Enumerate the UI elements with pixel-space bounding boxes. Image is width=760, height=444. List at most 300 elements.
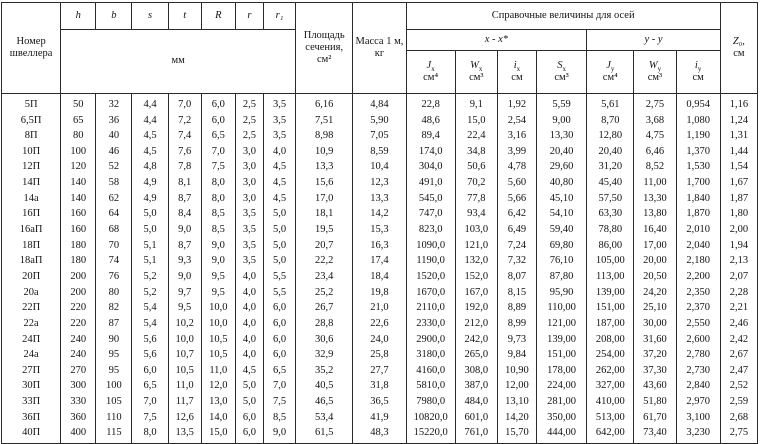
- table-row: [2, 285, 758, 301]
- table-cell: 1,54: [720, 160, 757, 176]
- channel-number-cell: 14а: [2, 191, 61, 207]
- table-cell: 10,0: [201, 316, 235, 332]
- header-r1: r₁: [263, 3, 295, 30]
- table-cell: 7,05: [353, 129, 406, 145]
- table-cell: 22,6: [353, 316, 406, 332]
- table-cell: 1090,0: [406, 238, 455, 254]
- table-cell: 1,94: [720, 238, 757, 254]
- table-cell: 9,0: [168, 269, 201, 285]
- channel-number-cell: 36П: [2, 410, 61, 426]
- table-cell: 14,0: [201, 410, 235, 426]
- table-cell: 1,870: [676, 207, 720, 223]
- header-s: s: [132, 3, 168, 30]
- table-cell: 23,4: [296, 269, 353, 285]
- table-cell: 6,49: [497, 222, 536, 238]
- table-cell: 330: [61, 395, 96, 411]
- table-cell: 7,5: [201, 160, 235, 176]
- table-cell: 262,00: [587, 363, 634, 379]
- table-cell: 9,0: [263, 426, 295, 444]
- table-cell: 8,99: [497, 316, 536, 332]
- channel-table-container: [1, 2, 758, 444]
- channel-number-cell: 22а: [2, 316, 61, 332]
- table-cell: 410,00: [587, 395, 634, 411]
- table-cell: 76: [96, 269, 132, 285]
- header-sub_x-3: [537, 51, 587, 94]
- table-cell: 220: [61, 316, 96, 332]
- table-cell: 8,5: [201, 207, 235, 223]
- table-cell: 28,8: [296, 316, 353, 332]
- table-cell: 360: [61, 410, 96, 426]
- channel-number-cell: 20П: [2, 269, 61, 285]
- header-sub_y-1: [634, 51, 676, 94]
- table-cell: 4,0: [235, 316, 263, 332]
- table-cell: 13,30: [634, 191, 676, 207]
- header-sub_x-0: [406, 51, 455, 94]
- table-cell: 5,61: [587, 94, 634, 114]
- table-cell: 7,2: [168, 113, 201, 129]
- table-cell: 9,0: [201, 254, 235, 270]
- table-cell: 4,84: [353, 94, 406, 114]
- table-cell: 4,5: [263, 160, 295, 176]
- table-row: [2, 332, 758, 348]
- table-cell: 10,5: [201, 348, 235, 364]
- table-cell: 121,0: [455, 238, 497, 254]
- channel-number-cell: 20а: [2, 285, 61, 301]
- header-symbol-index: x: [431, 65, 435, 74]
- table-cell: 265,0: [455, 348, 497, 364]
- table-cell: 5,5: [263, 285, 295, 301]
- table-cell: 7,5: [132, 410, 168, 426]
- table-cell: 5,0: [132, 222, 168, 238]
- table-cell: 15,3: [353, 222, 406, 238]
- header-unit: см³: [469, 72, 484, 83]
- table-cell: 3,5: [235, 222, 263, 238]
- table-cell: 4,8: [132, 160, 168, 176]
- table-cell: 2,75: [634, 94, 676, 114]
- table-cell: 8,52: [634, 160, 676, 176]
- table-cell: 36: [96, 113, 132, 129]
- table-cell: 212,0: [455, 316, 497, 332]
- table-cell: 400: [61, 426, 96, 444]
- table-cell: 4,9: [132, 176, 168, 192]
- table-cell: 26,7: [296, 301, 353, 317]
- table-cell: 8,0: [201, 176, 235, 192]
- channel-number-cell: 24а: [2, 348, 61, 364]
- table-cell: 444,00: [537, 426, 587, 444]
- table-cell: 59,40: [537, 222, 587, 238]
- table-cell: 4,0: [235, 285, 263, 301]
- table-cell: 25,8: [353, 348, 406, 364]
- table-cell: 6,0: [263, 301, 295, 317]
- table-cell: 5,0: [235, 379, 263, 395]
- table-cell: 7,0: [132, 395, 168, 411]
- table-cell: 69,80: [537, 238, 587, 254]
- table-cell: 20,40: [537, 144, 587, 160]
- header-symbol: i: [694, 59, 698, 71]
- header-sub_y-0: [587, 51, 634, 94]
- table-cell: 45,10: [537, 191, 587, 207]
- table-cell: 20,7: [296, 238, 353, 254]
- channel-number-cell: 18аП: [2, 254, 61, 270]
- table-row: [2, 348, 758, 364]
- table-row: [2, 207, 758, 223]
- header-symbol-index: y: [657, 65, 662, 74]
- table-cell: 6,0: [201, 113, 235, 129]
- table-cell: 1,87: [720, 191, 757, 207]
- channel-number-cell: 18П: [2, 238, 61, 254]
- table-cell: 180: [61, 254, 96, 270]
- table-cell: 281,00: [537, 395, 587, 411]
- table-cell: 5,1: [132, 238, 168, 254]
- table-cell: 1,44: [720, 144, 757, 160]
- table-cell: 160: [61, 222, 96, 238]
- table-cell: 11,0: [168, 379, 201, 395]
- table-cell: 5,0: [263, 238, 295, 254]
- table-cell: 5,6: [132, 348, 168, 364]
- table-cell: 6,5: [263, 363, 295, 379]
- table-cell: 747,0: [406, 207, 455, 223]
- table-cell: 8,15: [497, 285, 536, 301]
- table-cell: 12,6: [168, 410, 201, 426]
- table-cell: 40: [96, 129, 132, 145]
- header-mm: мм: [61, 30, 296, 94]
- table-cell: 77,8: [455, 191, 497, 207]
- table-cell: 13,30: [537, 129, 587, 145]
- table-row: [2, 363, 758, 379]
- table-cell: 139,00: [587, 285, 634, 301]
- header-sub_y-2: [676, 51, 720, 94]
- table-cell: 17,00: [634, 238, 676, 254]
- table-cell: 6,0: [263, 316, 295, 332]
- table-row: [2, 94, 758, 114]
- table-cell: 4,75: [634, 129, 676, 145]
- table-cell: 3,5: [235, 238, 263, 254]
- table-cell: 200: [61, 285, 96, 301]
- table-cell: 19,8: [353, 285, 406, 301]
- table-cell: 5,2: [132, 269, 168, 285]
- table-cell: 15,0: [201, 426, 235, 444]
- table-cell: 9,5: [201, 269, 235, 285]
- table-cell: 5,0: [132, 207, 168, 223]
- header-unit: см: [511, 72, 523, 83]
- table-cell: 2,75: [720, 426, 757, 444]
- table-cell: 642,00: [587, 426, 634, 444]
- table-cell: 40,5: [296, 379, 353, 395]
- table-row: [2, 144, 758, 160]
- table-cell: 89,4: [406, 129, 455, 145]
- table-cell: 6,46: [634, 144, 676, 160]
- table-cell: 4160,0: [406, 363, 455, 379]
- table-cell: 8,7: [168, 191, 201, 207]
- header-sub_x-1: [455, 51, 497, 94]
- table-cell: 8,1: [168, 176, 201, 192]
- table-cell: 4,4: [132, 94, 168, 114]
- table-cell: 1,530: [676, 160, 720, 176]
- header-area-unit: см²: [316, 54, 332, 66]
- table-cell: 20,50: [634, 269, 676, 285]
- table-cell: 4,78: [497, 160, 536, 176]
- table-cell: 2,46: [720, 316, 757, 332]
- table-cell: 5,60: [497, 176, 536, 192]
- header-axis-x: x - x*: [406, 30, 587, 51]
- table-cell: 3,99: [497, 144, 536, 160]
- table-cell: 5,4: [132, 301, 168, 317]
- table-cell: 5810,0: [406, 379, 455, 395]
- table-cell: 1,67: [720, 176, 757, 192]
- table-cell: 1,080: [676, 113, 720, 129]
- table-cell: 1670,0: [406, 285, 455, 301]
- table-cell: 601,0: [455, 410, 497, 426]
- table-cell: 105,00: [587, 254, 634, 270]
- table-cell: 4,9: [132, 191, 168, 207]
- table-cell: 48,3: [353, 426, 406, 444]
- table-cell: 160: [61, 207, 96, 223]
- table-cell: 5,4: [132, 316, 168, 332]
- table-row: [2, 160, 758, 176]
- table-cell: 46,5: [296, 395, 353, 411]
- table-cell: 2,970: [676, 395, 720, 411]
- table-cell: 25,10: [634, 301, 676, 317]
- channel-number-cell: 24П: [2, 332, 61, 348]
- table-cell: 1,840: [676, 191, 720, 207]
- table-cell: 15,0: [455, 113, 497, 129]
- table-cell: 32,9: [296, 348, 353, 364]
- table-cell: 174,0: [406, 144, 455, 160]
- table-cell: 3,5: [263, 94, 295, 114]
- table-cell: 1520,0: [406, 269, 455, 285]
- table-row: [2, 426, 758, 444]
- table-cell: 3,100: [676, 410, 720, 426]
- table-row: [2, 113, 758, 129]
- header-symbol: J: [426, 59, 432, 71]
- table-row: [2, 269, 758, 285]
- table-cell: 7,0: [168, 94, 201, 114]
- table-cell: 31,8: [353, 379, 406, 395]
- table-cell: 5,0: [235, 395, 263, 411]
- channel-number-cell: 22П: [2, 301, 61, 317]
- table-cell: 6,0: [235, 410, 263, 426]
- table-cell: 3,16: [497, 129, 536, 145]
- table-cell: 7,51: [296, 113, 353, 129]
- header-b: b: [96, 3, 132, 30]
- table-cell: 3,68: [634, 113, 676, 129]
- table-cell: 11,00: [634, 176, 676, 192]
- table-cell: 20,40: [587, 144, 634, 160]
- table-cell: 58: [96, 176, 132, 192]
- table-cell: 545,0: [406, 191, 455, 207]
- table-cell: 18,4: [353, 269, 406, 285]
- table-cell: 50: [61, 94, 96, 114]
- table-cell: 113,00: [587, 269, 634, 285]
- table-row: [2, 316, 758, 332]
- table-cell: 761,0: [455, 426, 497, 444]
- table-cell: 9,3: [168, 254, 201, 270]
- table-cell: 105: [96, 395, 132, 411]
- table-cell: 73,40: [634, 426, 676, 444]
- table-cell: 2,21: [720, 301, 757, 317]
- table-cell: 2,600: [676, 332, 720, 348]
- channel-number-cell: 10П: [2, 144, 61, 160]
- table-cell: 9,84: [497, 348, 536, 364]
- table-cell: 491,0: [406, 176, 455, 192]
- table-cell: 2,00: [720, 222, 757, 238]
- table-row: [2, 129, 758, 145]
- table-cell: 2,350: [676, 285, 720, 301]
- table-cell: 2,28: [720, 285, 757, 301]
- table-cell: 31,20: [587, 160, 634, 176]
- table-cell: 208,00: [587, 332, 634, 348]
- table-cell: 14,2: [353, 207, 406, 223]
- table-cell: 10,5: [201, 332, 235, 348]
- table-cell: 22,2: [296, 254, 353, 270]
- table-row: [2, 254, 758, 270]
- table-cell: 3,0: [235, 191, 263, 207]
- table-cell: 110,00: [537, 301, 587, 317]
- table-cell: 2,730: [676, 363, 720, 379]
- table-cell: 10,90: [497, 363, 536, 379]
- table-cell: 3,230: [676, 426, 720, 444]
- table-cell: 9,1: [455, 94, 497, 114]
- table-cell: 2,180: [676, 254, 720, 270]
- table-cell: 2330,0: [406, 316, 455, 332]
- table-cell: 151,00: [537, 348, 587, 364]
- header-h: h: [61, 3, 96, 30]
- table-cell: 8,98: [296, 129, 353, 145]
- table-row: [2, 410, 758, 426]
- header-symbol-index: x: [562, 65, 566, 74]
- channel-number-cell: 27П: [2, 363, 61, 379]
- table-cell: 2,840: [676, 379, 720, 395]
- table-row: [2, 176, 758, 192]
- header-number: Номер швеллера: [2, 3, 61, 94]
- table-cell: 3,0: [235, 144, 263, 160]
- table-row: [2, 191, 758, 207]
- table-cell: 35,2: [296, 363, 353, 379]
- table-cell: 8,59: [353, 144, 406, 160]
- table-cell: 5,5: [263, 269, 295, 285]
- table-cell: 40,80: [537, 176, 587, 192]
- table-cell: 12,80: [587, 129, 634, 145]
- table-cell: 50,6: [455, 160, 497, 176]
- table-cell: 167,0: [455, 285, 497, 301]
- table-cell: 8,7: [168, 238, 201, 254]
- table-cell: 93,4: [455, 207, 497, 223]
- table-cell: 13,80: [634, 207, 676, 223]
- table-cell: 3,0: [235, 160, 263, 176]
- table-cell: 139,00: [537, 332, 587, 348]
- table-cell: 1,16: [720, 94, 757, 114]
- table-cell: 87,80: [537, 269, 587, 285]
- table-cell: 5,6: [132, 332, 168, 348]
- table-cell: 70: [96, 238, 132, 254]
- table-cell: 80: [96, 285, 132, 301]
- table-cell: 29,60: [537, 160, 587, 176]
- table-cell: 6,0: [235, 426, 263, 444]
- table-cell: 2,200: [676, 269, 720, 285]
- table-cell: 17,0: [296, 191, 353, 207]
- header-symbol-index: x: [516, 65, 521, 74]
- channel-properties-table: [1, 2, 758, 444]
- table-cell: 4,0: [235, 348, 263, 364]
- table-cell: 3,5: [263, 113, 295, 129]
- table-cell: 3,0: [235, 176, 263, 192]
- table-cell: 15,70: [497, 426, 536, 444]
- table-cell: 120: [61, 160, 96, 176]
- table-cell: 9,0: [168, 222, 201, 238]
- table-cell: 2,67: [720, 348, 757, 364]
- header-t: t: [168, 3, 201, 30]
- table-cell: 4,5: [263, 191, 295, 207]
- channel-number-cell: 6,5П: [2, 113, 61, 129]
- table-cell: 2,010: [676, 222, 720, 238]
- channel-number-cell: 8П: [2, 129, 61, 145]
- table-cell: 2,47: [720, 363, 757, 379]
- table-cell: 9,7: [168, 285, 201, 301]
- table-cell: 22,8: [406, 94, 455, 114]
- table-cell: 387,0: [455, 379, 497, 395]
- table-cell: 270: [61, 363, 96, 379]
- table-cell: 5,0: [263, 222, 295, 238]
- table-cell: 242,0: [455, 332, 497, 348]
- table-body: [2, 94, 758, 444]
- table-cell: 4,5: [132, 129, 168, 145]
- table-cell: 8,07: [497, 269, 536, 285]
- header-z0-label: Z₀,: [732, 35, 745, 47]
- table-cell: 1,92: [497, 94, 536, 114]
- table-cell: 2,370: [676, 301, 720, 317]
- table-cell: 6,0: [263, 332, 295, 348]
- table-cell: 10,4: [353, 160, 406, 176]
- channel-number-cell: 16аП: [2, 222, 61, 238]
- table-cell: 1,370: [676, 144, 720, 160]
- header-z0: [720, 3, 757, 94]
- table-cell: 240: [61, 332, 96, 348]
- table-cell: 16,3: [353, 238, 406, 254]
- table-cell: 64: [96, 207, 132, 223]
- table-cell: 308,0: [455, 363, 497, 379]
- table-cell: 10,0: [201, 301, 235, 317]
- table-cell: 95: [96, 363, 132, 379]
- header-symbol: J: [606, 59, 611, 71]
- header-symbol-index: y: [697, 65, 702, 74]
- header-unit: см⁴: [602, 72, 618, 83]
- table-cell: 6,5: [132, 379, 168, 395]
- table-cell: 6,16: [296, 94, 353, 114]
- table-cell: 2,07: [720, 269, 757, 285]
- header-symbol: W: [648, 59, 658, 71]
- table-cell: 1,700: [676, 176, 720, 192]
- table-cell: 10,9: [296, 144, 353, 160]
- header-unit: см⁴: [423, 72, 439, 83]
- table-cell: 6,5: [201, 129, 235, 145]
- table-cell: 2,780: [676, 348, 720, 364]
- table-cell: 7,5: [263, 395, 295, 411]
- table-cell: 2,59: [720, 395, 757, 411]
- table-cell: 4,0: [235, 269, 263, 285]
- table-cell: 10,0: [168, 332, 201, 348]
- table-cell: 11,0: [201, 363, 235, 379]
- table-cell: 1,24: [720, 113, 757, 129]
- table-cell: 10,5: [168, 363, 201, 379]
- table-cell: 12,3: [353, 176, 406, 192]
- table-cell: 9,5: [201, 285, 235, 301]
- table-cell: 24,0: [353, 332, 406, 348]
- table-cell: 7,0: [201, 144, 235, 160]
- table-cell: 152,0: [455, 269, 497, 285]
- header-unit: см: [692, 72, 704, 83]
- header-symbol-index: x: [478, 65, 483, 74]
- table-cell: 7,6: [168, 144, 201, 160]
